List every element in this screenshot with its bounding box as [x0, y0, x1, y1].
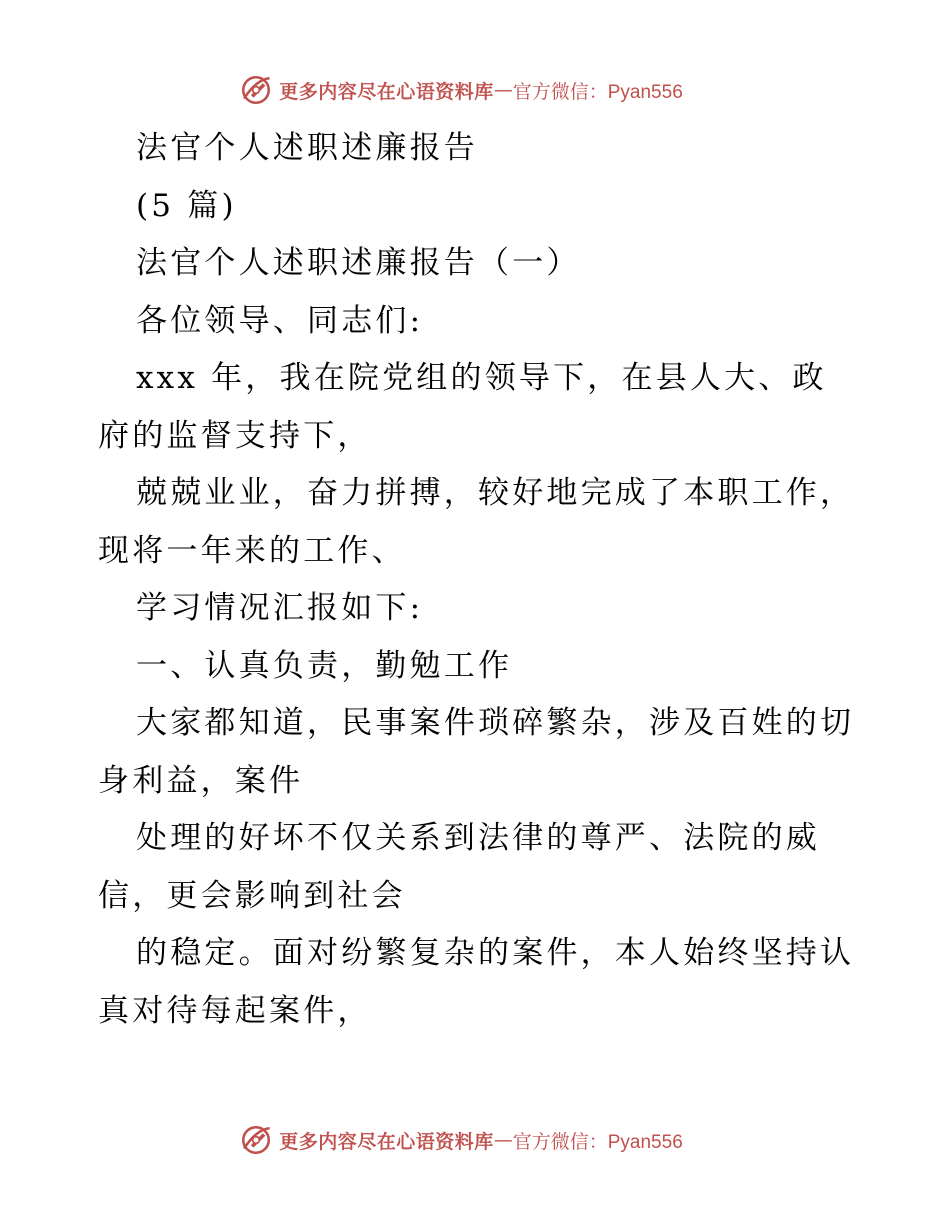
watermark-separator: — — [493, 79, 513, 101]
section-title: 法官个人述职述廉报告（一） — [136, 245, 581, 281]
pen-logo-icon — [239, 1123, 273, 1157]
watermark-main-text: 更多内容尽在心语资料库 — [279, 80, 494, 103]
pen-logo-icon — [239, 73, 273, 107]
watermark-wechat-text: 官方微信：Pyan556 — [512, 1131, 683, 1153]
document-subtitle: (5 篇) — [136, 187, 237, 224]
watermark-wechat-text: 官方微信：Pyan556 — [512, 81, 683, 103]
body-paragraph: 的稳定。面对纷繁复杂的案件，本人始终坚持认真对待每起案件， — [98, 935, 855, 1029]
body-paragraph: 处理的好坏不仅关系到法律的尊严、法院的威信，更会影响到社会 — [98, 820, 820, 914]
document-body — [98, 120, 858, 1040]
document-title: 法官个人述职述廉报告 — [136, 130, 478, 166]
footer-watermark — [0, 1120, 950, 1160]
body-paragraph: 大家都知道，民事案件琐碎繁杂，涉及百姓的切身利益，案件 — [98, 705, 855, 799]
watermark-main-text: 更多内容尽在心语资料库 — [279, 1130, 494, 1153]
body-paragraph: 兢兢业业，奋力拼搏，较好地完成了本职工作，现将一年来的工作、 — [98, 475, 855, 569]
section-heading: 一、认真负责，勤勉工作 — [136, 647, 513, 684]
body-paragraph: xxx 年，我在院党组的领导下，在县人大、政府的监督支持下， — [98, 360, 827, 454]
header-watermark — [0, 70, 950, 110]
body-paragraph: 学习情况汇报如下: — [136, 590, 424, 626]
watermark-separator: — — [493, 1129, 513, 1151]
salutation: 各位领导、同志们: — [136, 302, 424, 339]
